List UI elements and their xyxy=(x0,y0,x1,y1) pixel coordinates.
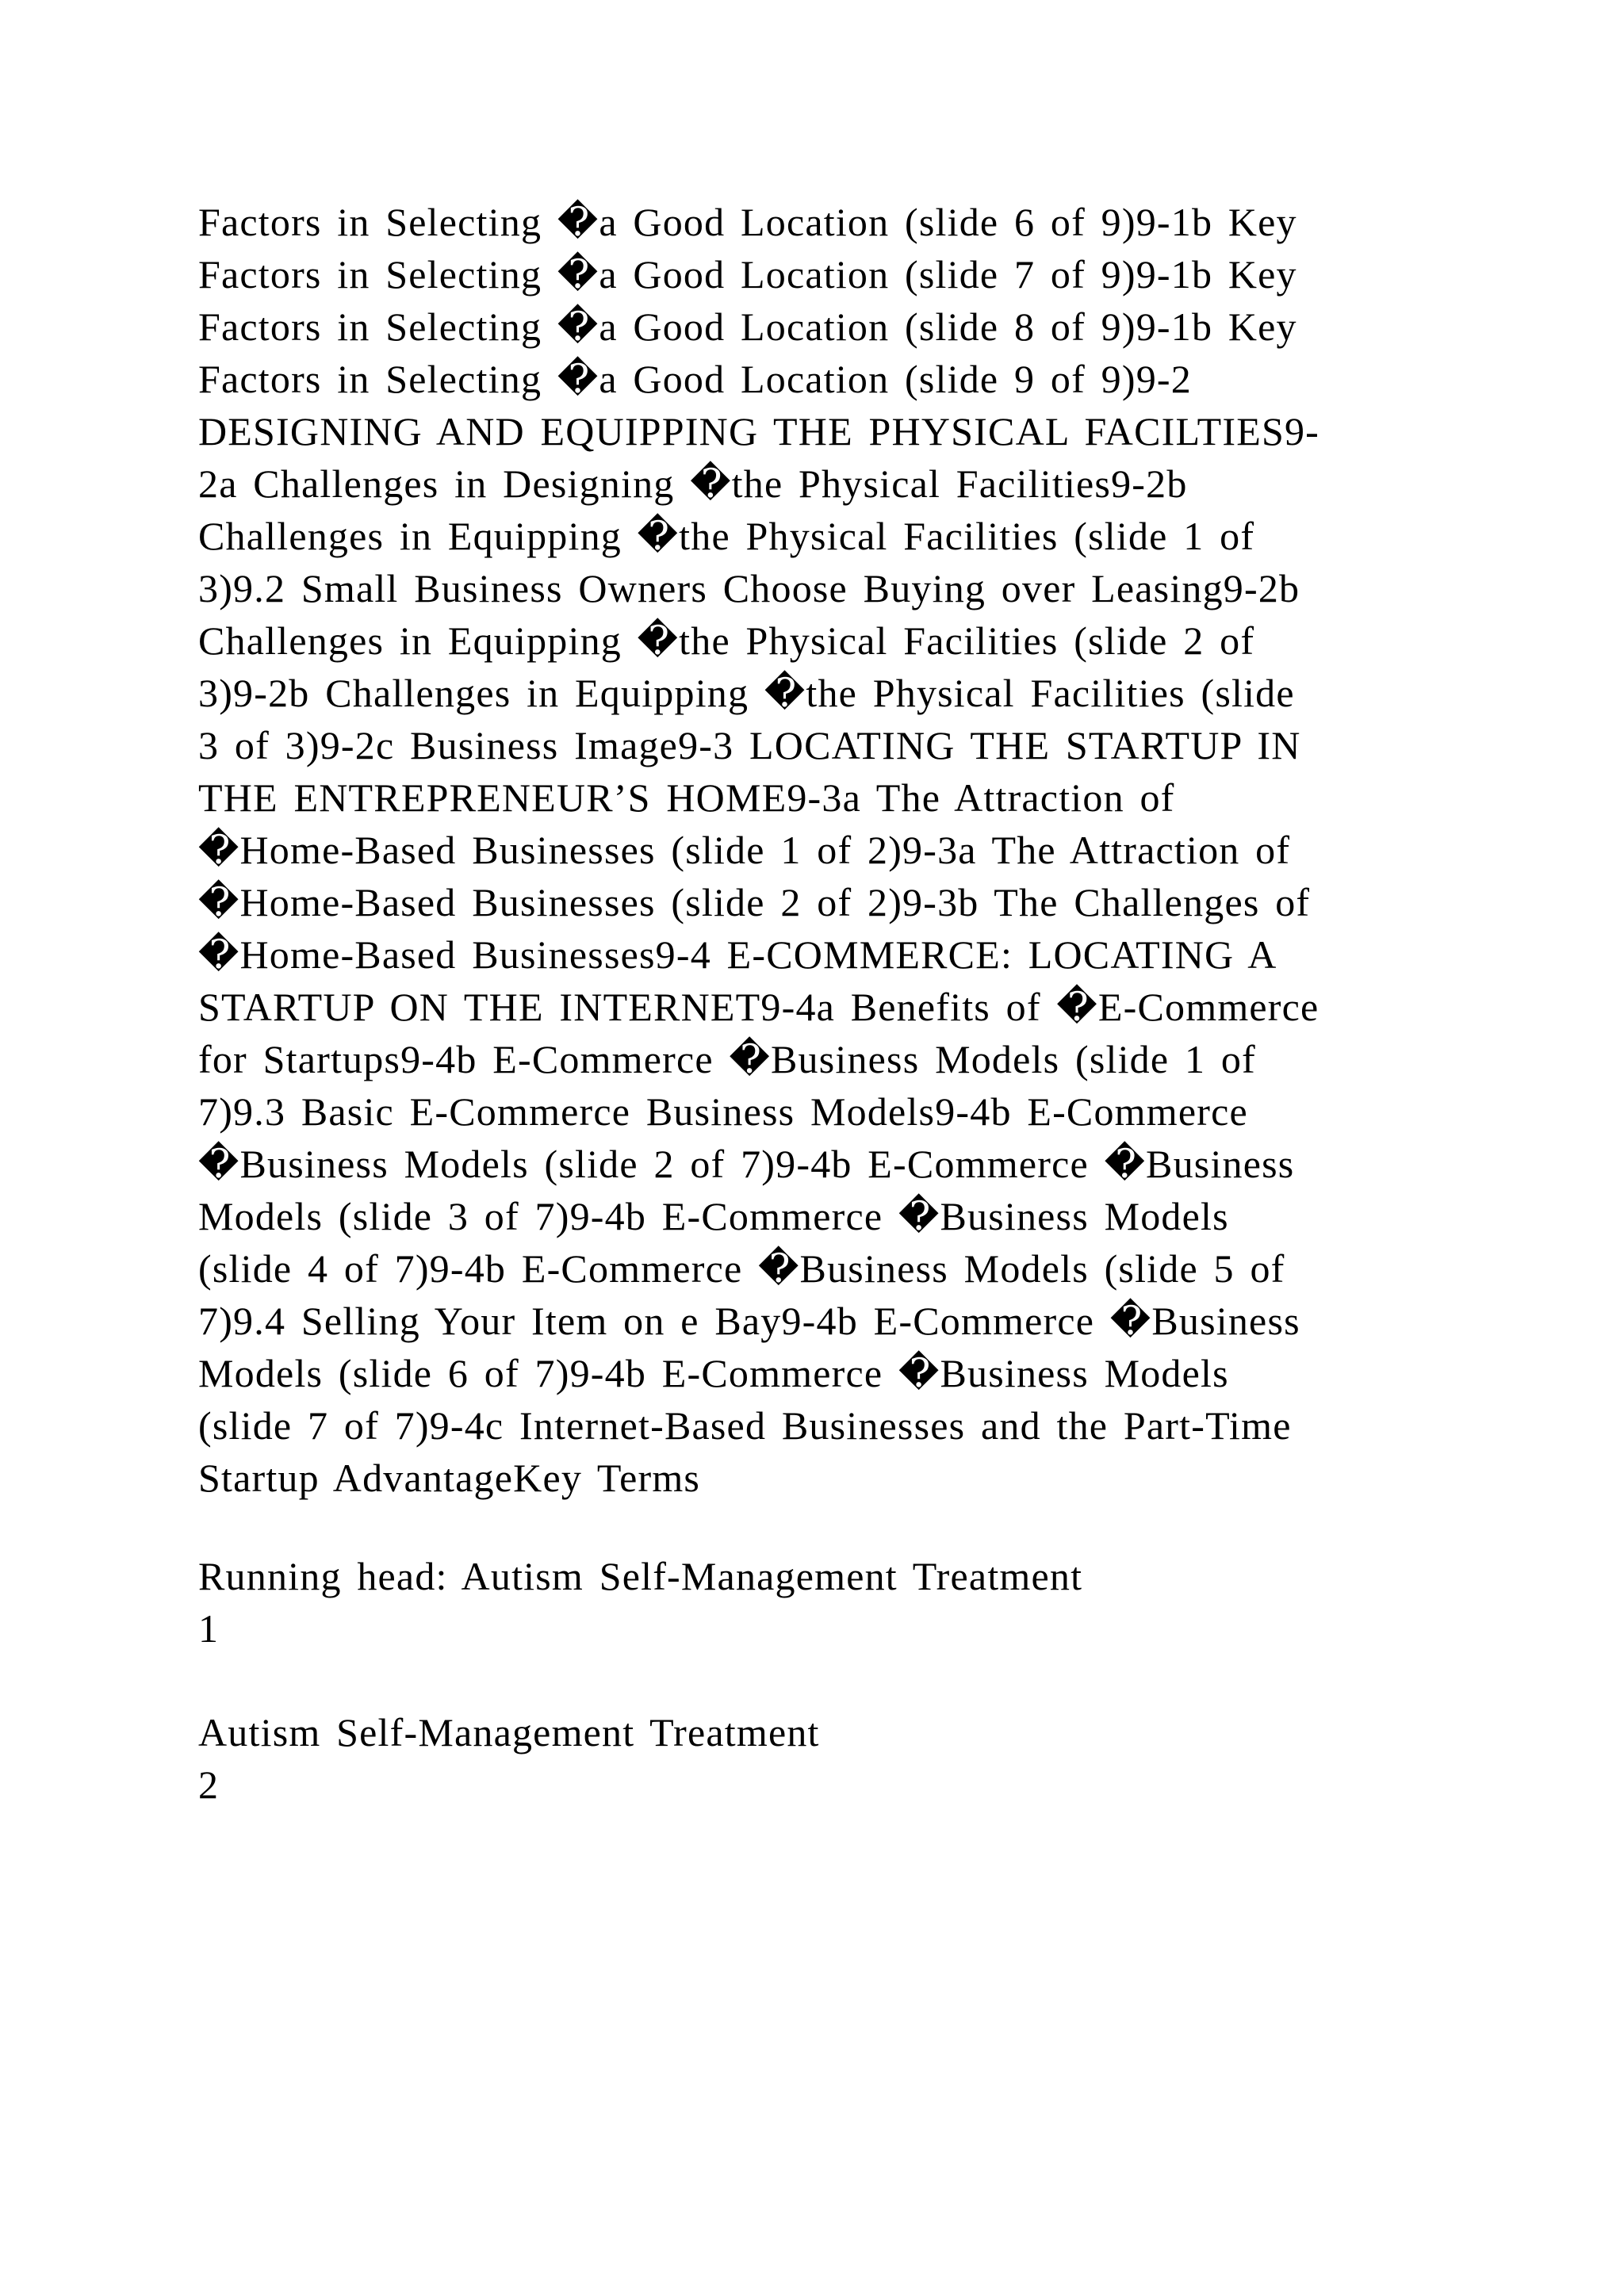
body-line: DESIGNING AND EQUIPPING THE PHYSICAL FACILTIES9- xyxy=(198,409,1320,453)
body-line: Startup AdvantageKey Terms xyxy=(198,1456,701,1500)
body-line: Factors in Selecting �a Good Location (slide 9 of 9)9-2 xyxy=(198,357,1192,401)
body-line: Factors in Selecting �a Good Location (slide 7 of 9)9-1b Key xyxy=(198,252,1297,297)
body-line: Challenges in Equipping �the Physical Facilities (slide 1 of xyxy=(198,514,1255,558)
body-line: 3)9-2b Challenges in Equipping �the Physical Facilities (slide xyxy=(198,671,1295,715)
running-head-section xyxy=(198,1550,1515,1655)
body-line: Models (slide 3 of 7)9-4b E-Commerce �Business Models xyxy=(198,1194,1229,1238)
body-line: 7)9.3 Basic E-Commerce Business Models9-4b E-Commerce xyxy=(198,1089,1248,1134)
body-line: Factors in Selecting �a Good Location (slide 8 of 9)9-1b Key xyxy=(198,304,1297,349)
body-line: 3)9.2 Small Business Owners Choose Buying over Leasing9-2b xyxy=(198,566,1300,610)
page-number: 1 xyxy=(198,1606,220,1651)
body-line: Models (slide 6 of 7)9-4b E-Commerce �Business Models xyxy=(198,1351,1229,1395)
body-line: �Home-Based Businesses (slide 2 of 2)9-3b The Challenges of xyxy=(198,880,1311,924)
title-header-section xyxy=(198,1706,1515,1811)
body-line: �Home-Based Businesses9-4 E-COMMERCE: LOCATING A xyxy=(198,932,1277,977)
page-number: 2 xyxy=(198,1762,220,1807)
body-line: �Business Models (slide 2 of 7)9-4b E-Commerce �Business xyxy=(198,1142,1295,1186)
body-line: 2a Challenges in Designing �the Physical Facilities9-2b xyxy=(198,461,1188,506)
body-text xyxy=(198,196,1515,1504)
body-line: 7)9.4 Selling Your Item on e Bay9-4b E-Commerce �Business xyxy=(198,1299,1300,1343)
title-header: Autism Self-Management Treatment xyxy=(198,1710,820,1755)
body-line: 3 of 3)9-2c Business Image9-3 LOCATING THE STARTUP IN xyxy=(198,723,1301,767)
body-line: for Startups9-4b E-Commerce �Business Models (slide 1 of xyxy=(198,1037,1256,1081)
running-head: Running head: Autism Self-Management Treatment xyxy=(198,1554,1083,1598)
body-line: Challenges in Equipping �the Physical Facilities (slide 2 of xyxy=(198,618,1255,663)
body-line: Factors in Selecting �a Good Location (slide 6 of 9)9-1b Key xyxy=(198,200,1297,244)
body-line: THE ENTREPRENEUR’S HOME9-3a The Attraction of xyxy=(198,775,1175,820)
body-line: �Home-Based Businesses (slide 1 of 2)9-3a The Attraction of xyxy=(198,828,1291,872)
body-line: STARTUP ON THE INTERNET9-4a Benefits of �E-Commerce xyxy=(198,985,1320,1029)
body-line: (slide 7 of 7)9-4c Internet-Based Businesses and the Part-Time xyxy=(198,1403,1292,1448)
body-line: (slide 4 of 7)9-4b E-Commerce �Business Models (slide 5 of xyxy=(198,1246,1285,1291)
